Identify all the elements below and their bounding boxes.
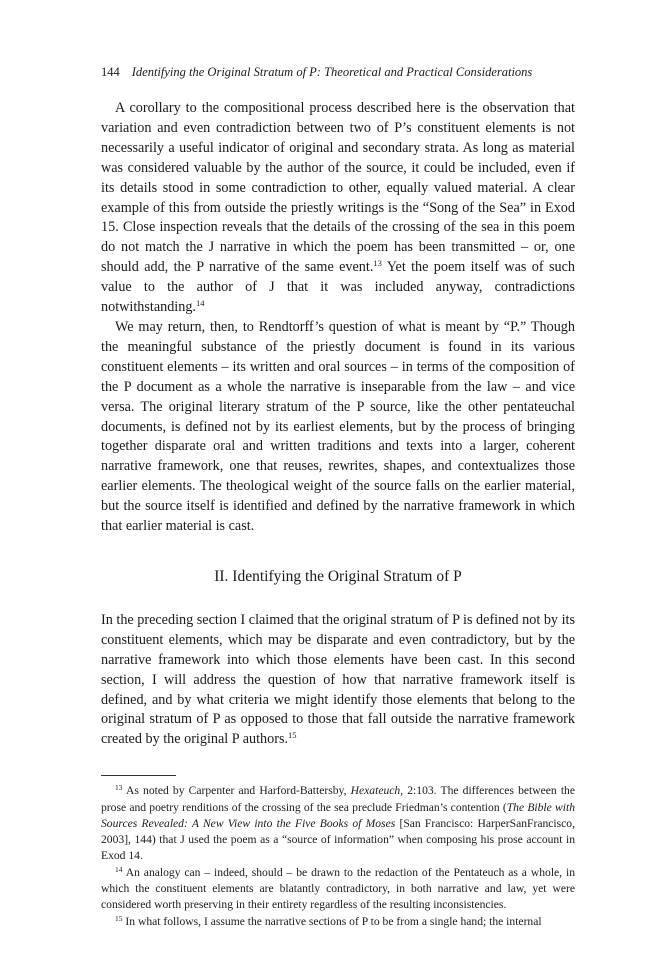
- footnote-ref-14[interactable]: 14: [195, 298, 205, 309]
- footnote-mark-13: 13: [115, 783, 123, 793]
- running-title: Identifying the Original Stratum of P: Theoretical and Practical Considerations: [131, 65, 533, 79]
- footnote-15-text: In what follows, I assume the narrative sections of P to be from a single hand; the internal: [122, 914, 542, 928]
- footnote-mark-14: 14: [115, 864, 123, 874]
- paragraph-1-text-b: Yet the poem itself was of such value to the author of J that it was included anyway, contradictions notwithstanding.: [101, 259, 575, 316]
- paragraph-1: [101, 99, 575, 318]
- footnote-ref-13[interactable]: 13: [373, 258, 382, 269]
- footnote-13-title-1: Hexateuch: [350, 784, 401, 798]
- footnote-13: [101, 783, 575, 864]
- paragraph-3: [101, 611, 575, 750]
- footnote-rule: [101, 775, 176, 776]
- footnote-14-text: An analogy can – indeed, should – be drawn to the redaction of the Pentateuch as a whole, in which the constituent elements are blatantly contradictory, in both narrative and law, yet were considered worth preserving in their entirety regardless of the resulting inconsistencies.: [101, 865, 575, 912]
- paragraph-2: We may return, then, to Rendtorff’s question of what is meant by “P.” Though the meaningful substance of the priestly document is found in its various constituent elements – its written and oral sources – in terms of the composition of the P document as a whole the narrative is inseparable from the law – and vice versa. The original literary stratum of the P source, like the other pentateuchal documents, is defined not by its earliest elements, but by the process of bringing together disparate oral and written traditions and texts into a larger, coherent narrative framework, one that reuses, rewrites, shapes, and contextualizes those earlier elements. The theological weight of the source falls on the earlier material, but the source itself is identified and defined by the narrative framework in which that earlier material is cast.: [101, 318, 575, 535]
- footnote-13-text-2: , 2:103. The differences between the prose and poetry renditions of the crossing of the sea preclude Friedman’s contention (: [101, 784, 575, 814]
- paragraph-1-text-a: A corollary to the compositional process described here is the observation that variation and even contradiction between two of P’s constituent elements is not necessarily a useful indicator of original and secondary strata. As long as material was considered valuable by the author of the source, it could be included, even if its details stood in some contradiction to other, equally valued material. A clear example of this from outside the priestly writings is the “Song of the Sea” in Exod 15. Close inspection reveals that the details of the crossing of the sea in this poem do not match the J narrative in which the poem has been transmitted – or, one should add, the P narrative of the same event.: [101, 100, 575, 276]
- footnote-15: [101, 914, 575, 930]
- footnote-13-title-2: The Bible with Sources Revealed: A New View into the Five Books of Moses: [101, 800, 575, 830]
- section-heading: II. Identifying the Original Stratum of P: [214, 567, 462, 585]
- footnote-ref-15[interactable]: 15: [288, 730, 297, 741]
- footnote-13-text-1: As noted by Carpenter and Harford-Battersby,: [122, 784, 351, 798]
- page-number: 144: [101, 65, 120, 79]
- page: [101, 62, 575, 930]
- footnote-14: [101, 865, 575, 914]
- footnote-mark-15: 15: [115, 913, 123, 923]
- footnote-13-text-3: [San Francisco: HarperSanFrancisco, 2003], 144) that J used the poem as a “source of information” when composing his prose account in Exod 14.: [101, 816, 575, 863]
- running-header: [101, 62, 575, 82]
- paragraph-3-text: In the preceding section I claimed that the original stratum of P is defined not by its constituent elements, which may be disparate and even contradictory, but by the narrative framework into which those elements have been cast. In this second section, I will address the question of how that narrative framework itself is defined, and by what criteria we might identify those elements that belong to the original stratum of P as opposed to those that fall outside the narrative framework created by the original P authors.: [101, 611, 575, 748]
